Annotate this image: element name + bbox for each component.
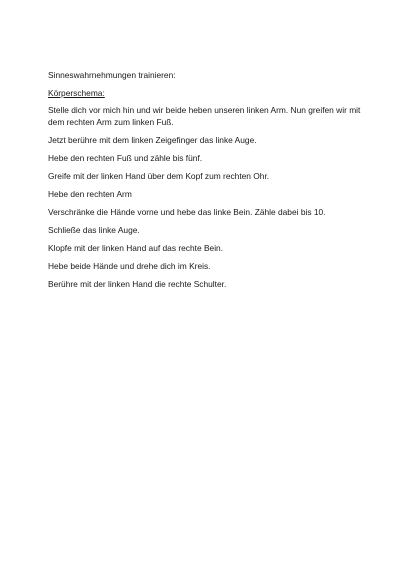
instruction-item: Verschränke die Hände vorne und hebe das linke Bein. Zähle dabei bis 10.: [48, 207, 326, 217]
instruction-item: Berühre mit der linken Hand die rechte Schulter.: [48, 279, 227, 289]
instruction-item: Hebe den rechten Arm: [48, 189, 132, 199]
instruction-item: Stelle dich vor mich hin und wir beide heben unseren linken Arm. Nun greifen wir mit dem rechten Arm zum linken Fuß.: [48, 105, 361, 127]
document-title: Sinneswahrnehmungen trainieren:: [48, 70, 176, 80]
instruction-item: Klopfe mit der linken Hand auf das rechte Bein.: [48, 243, 224, 253]
instruction-item: Jetzt berühre mit dem linken Zeigefinger das linke Auge.: [48, 135, 257, 145]
document-page: [48, 69, 368, 296]
instruction-item: Schließe das linke Auge.: [48, 225, 140, 235]
instruction-item: Greife mit der linken Hand über dem Kopf zum rechten Ohr.: [48, 171, 270, 181]
instruction-item: Hebe den rechten Fuß und zähle bis fünf.: [48, 153, 203, 163]
section-heading: Körperschema:: [48, 88, 105, 98]
instruction-item: Hebe beide Hände und drehe dich im Kreis.: [48, 261, 211, 271]
